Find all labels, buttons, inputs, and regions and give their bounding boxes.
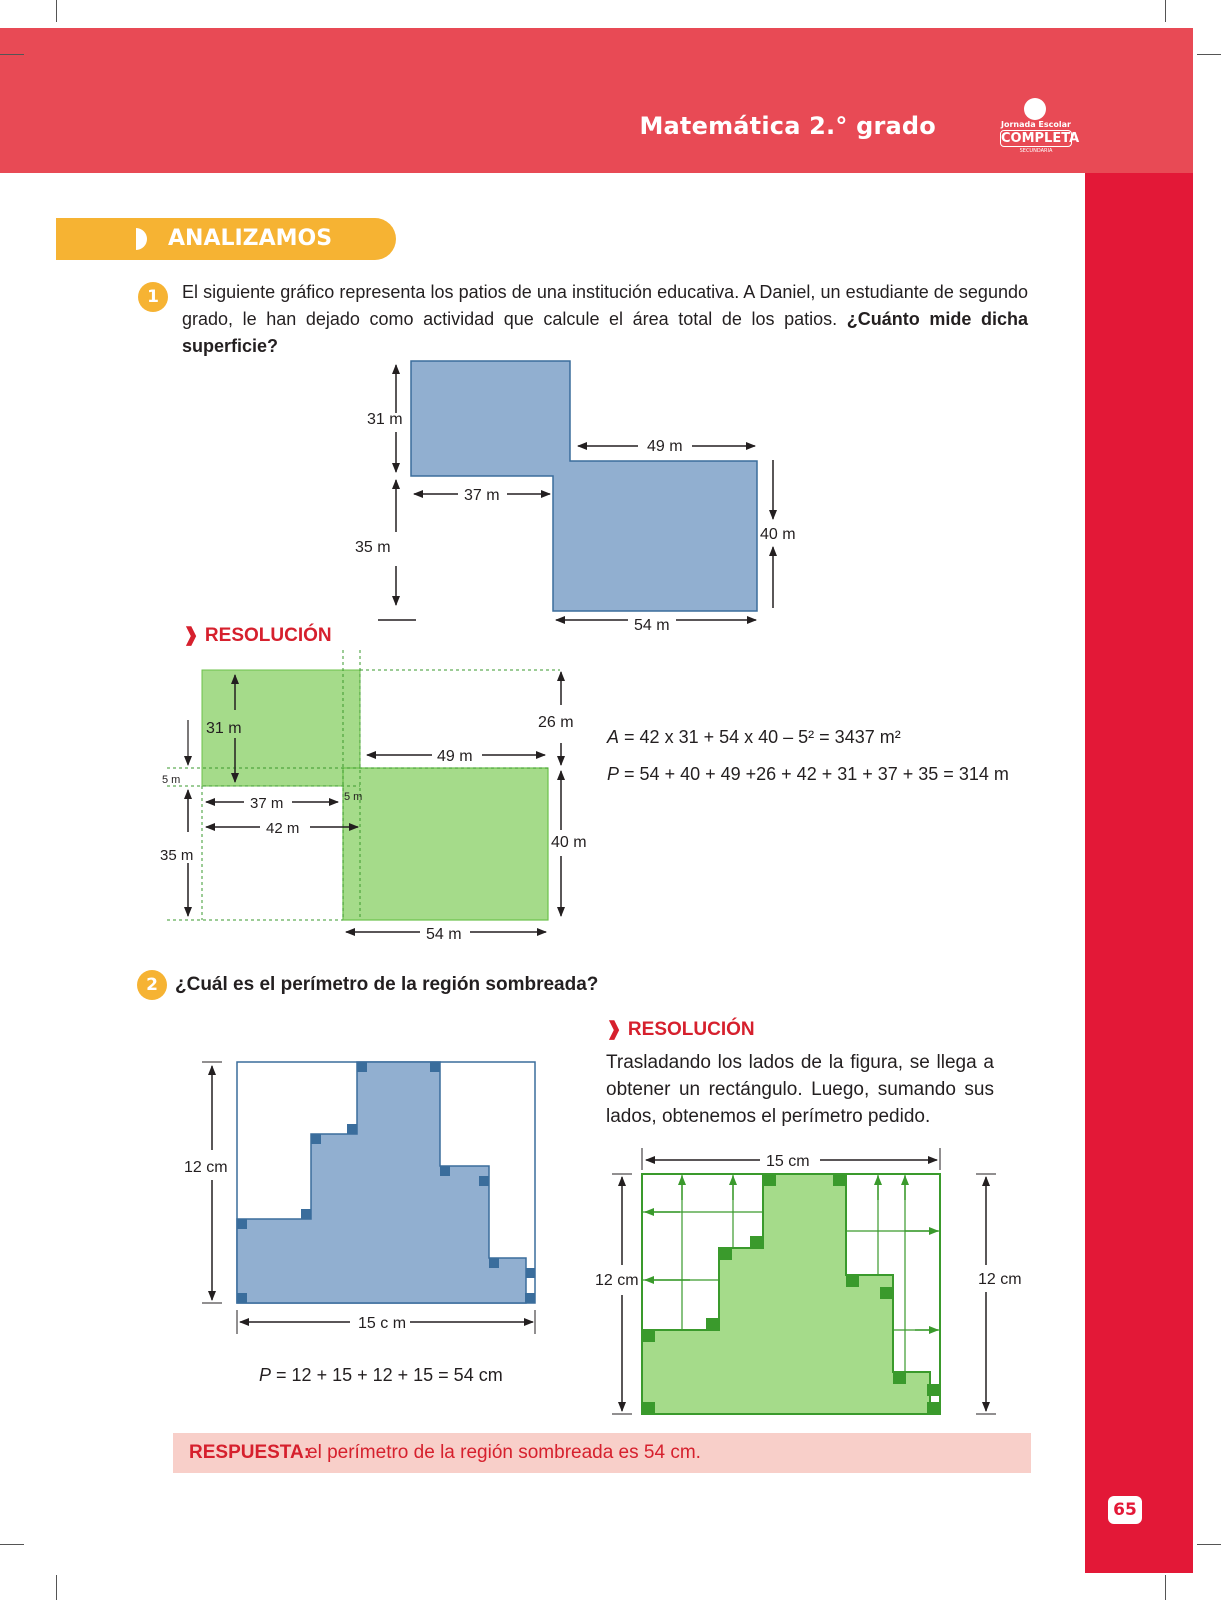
res-label-49m: 49 m xyxy=(437,748,473,765)
perimeter-variable: P xyxy=(259,1365,272,1385)
label-49m: 49 m xyxy=(647,438,683,455)
res-label-35m: 35 m xyxy=(160,847,194,864)
resolution-title: RESOLUCIÓN xyxy=(204,625,332,646)
label-40m: 40 m xyxy=(760,526,796,543)
problem1-statement: El siguiente gráfico representa los patios de una institución educativa. A Daniel, un estudiante de segundo grado, le han dejado como actividad que calcule el área total de los patios. xyxy=(182,282,1028,329)
area-formula-text: = 42 x 31 + 54 x 40 – 5² = 3437 m² xyxy=(624,727,901,747)
problem2-question: ¿Cuál es el perímetro de la región sombreada? xyxy=(175,974,599,995)
problem1-question: ¿Cuánto mide dicha superficie? xyxy=(182,309,1028,356)
res-label-31m: 31 m xyxy=(206,720,242,737)
area-variable: A xyxy=(607,727,620,747)
perimeter-formula-text: = 54 + 40 + 49 +26 + 42 + 31 + 37 + 35 = 314 m xyxy=(624,764,1009,784)
answer-label: RESPUESTA: xyxy=(189,1442,311,1463)
green-rect-bottom xyxy=(343,768,548,920)
page-number: 65 xyxy=(1108,1496,1142,1524)
resolution-heading-2 xyxy=(606,1018,755,1041)
res-label-42m: 42 m xyxy=(266,820,300,837)
p2-res-label-height-left: 12 cm xyxy=(595,1272,639,1289)
p2-label-height: 12 cm xyxy=(184,1159,228,1176)
perimeter-variable: P xyxy=(607,764,620,784)
p2-res-label-width: 15 cm xyxy=(766,1153,810,1170)
header-title: Matemática 2.° grado xyxy=(639,112,936,140)
problem-number-badge: 2 xyxy=(137,970,167,1000)
res-label-5m-center: 5 m xyxy=(344,791,363,803)
p2-perimeter-formula-text: = 12 + 15 + 12 + 15 = 54 cm xyxy=(276,1365,503,1385)
res-label-40m: 40 m xyxy=(551,834,587,851)
area-formula xyxy=(607,727,901,748)
p2-perimeter-formula xyxy=(259,1365,503,1386)
chevron-right-icon: ❱ xyxy=(183,625,199,646)
res-label-37m: 37 m xyxy=(250,795,284,812)
label-37m: 37 m xyxy=(464,487,500,504)
resolution-heading-1 xyxy=(183,624,332,647)
p2-res-label-height-right: 12 cm xyxy=(978,1271,1022,1288)
res-label-54m: 54 m xyxy=(426,926,462,943)
logo-line3: SECUNDARIA xyxy=(1019,148,1053,154)
res-label-26m: 26 m xyxy=(538,714,574,731)
answer-text: el perímetro de la región sombreada es 54 cm. xyxy=(307,1442,701,1463)
p2-label-width: 15 c m xyxy=(358,1315,407,1332)
perimeter-formula xyxy=(607,764,1009,785)
logo-line2: COMPLETA xyxy=(1001,131,1080,146)
answer-box xyxy=(173,1433,1031,1473)
problem-number-badge: 1 xyxy=(138,282,168,312)
resolution-title: RESOLUCIÓN xyxy=(627,1019,755,1040)
label-31m: 31 m xyxy=(367,411,403,428)
res-label-5m-left: 5 m xyxy=(162,774,181,786)
label-54m: 54 m xyxy=(634,617,670,634)
section-title: ANALIZAMOS xyxy=(168,226,333,251)
patio-shape xyxy=(411,361,757,611)
resolution-text: Trasladando los lados de la figura, se llega a obtener un rectángulo. Luego, sumando sus lados, obtenemos el perímetro pedido. xyxy=(606,1052,994,1127)
label-35m: 35 m xyxy=(355,539,391,556)
logo-line1: Jornada Escolar xyxy=(1001,120,1071,129)
chevron-right-icon: ❱ xyxy=(606,1019,622,1040)
